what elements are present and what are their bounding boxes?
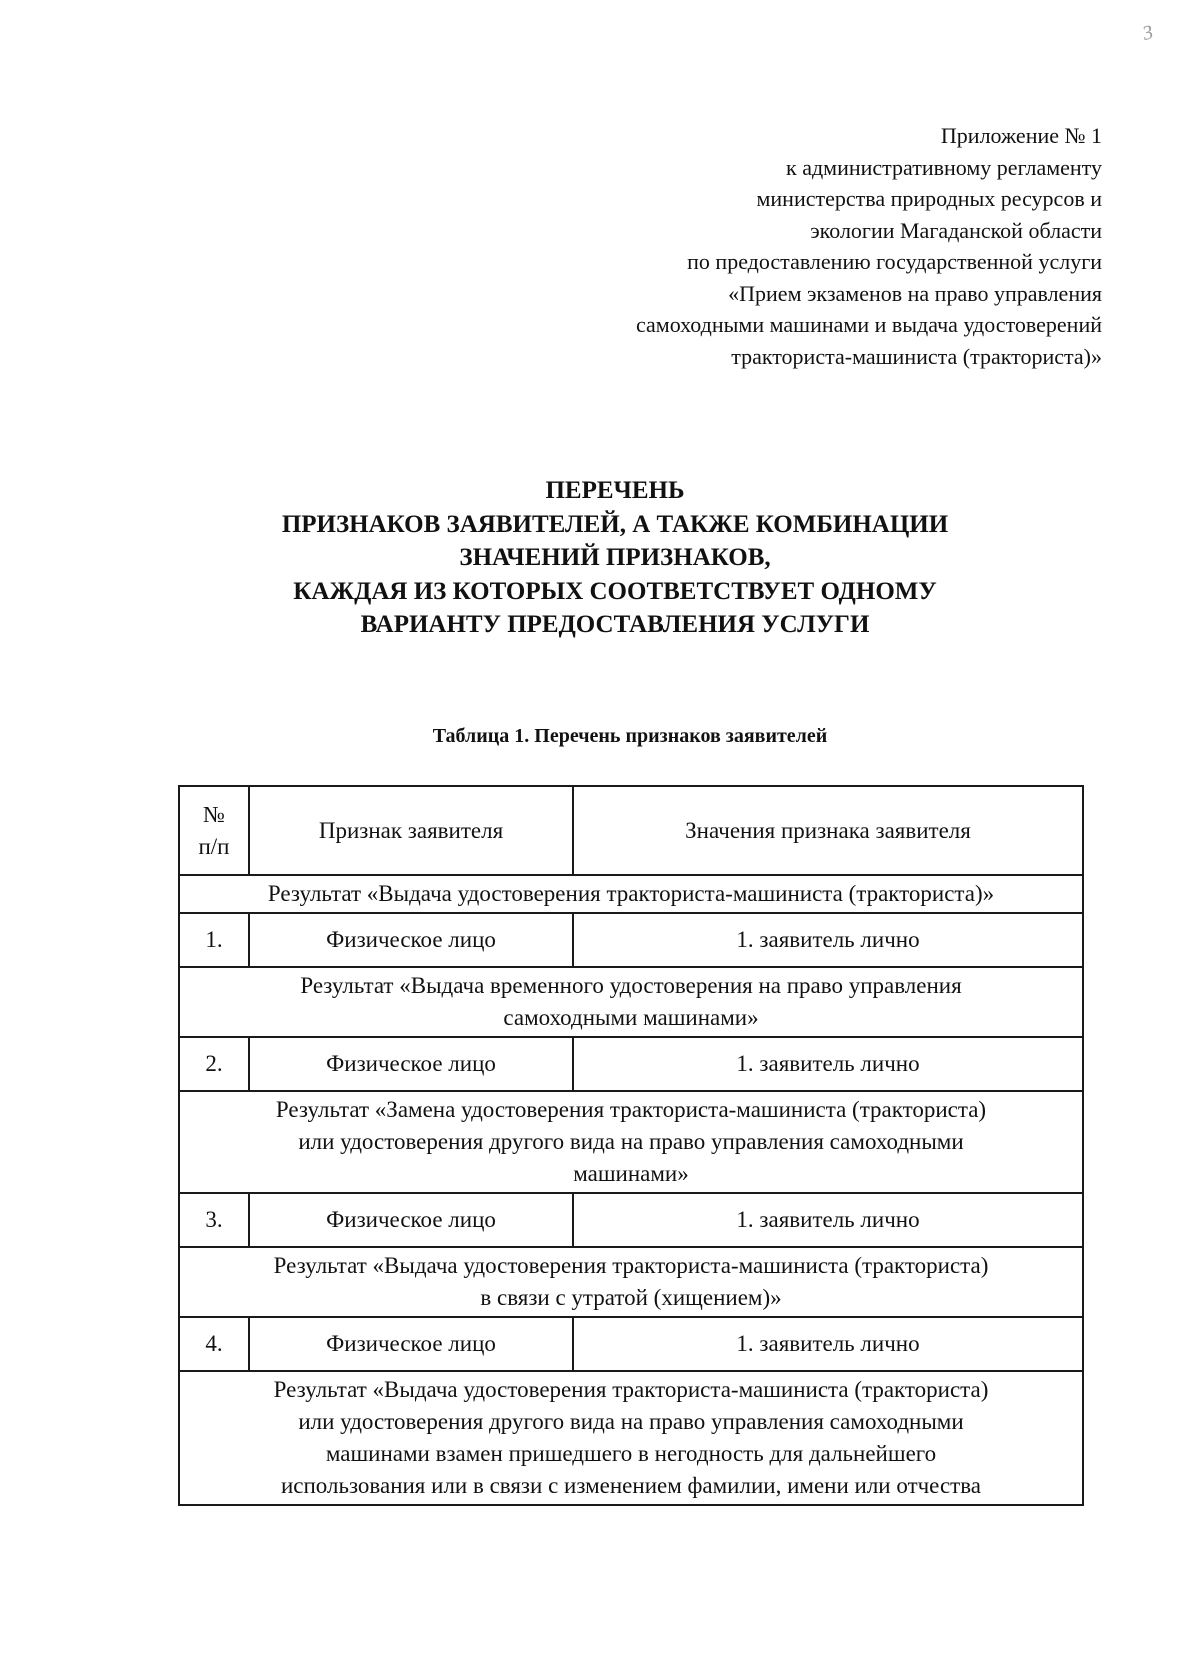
result-line: Результат «Выдача удостоверения тракториста-машиниста (тракториста)» xyxy=(267,881,995,906)
table-row xyxy=(179,1317,1083,1371)
result-cell xyxy=(179,1091,1083,1193)
result-line: или удостоверения другого вида на право управления самоходными xyxy=(298,1129,964,1154)
result-cell xyxy=(179,1247,1083,1317)
table-row xyxy=(179,913,1083,967)
result-line: использования или в связи с изменением фамилии, имени или отчества xyxy=(280,1473,981,1498)
appendix-line: тракториста-машиниста (тракториста)» xyxy=(731,343,1102,369)
table-caption: Таблица 1. Перечень признаков заявителей xyxy=(432,725,828,747)
result-row xyxy=(179,1247,1083,1317)
row-sign: Физическое лицо xyxy=(249,1193,573,1247)
result-line: машинами взамен пришедшего в негодность для дальнейшего xyxy=(325,1441,937,1466)
result-line: или удостоверения другого вида на право управления самоходными xyxy=(298,1409,964,1434)
row-sign: Физическое лицо xyxy=(249,913,573,967)
appendix-header xyxy=(636,120,1102,372)
row-value: 1. заявитель лично xyxy=(573,913,1083,967)
row-sign: Физическое лицо xyxy=(249,1037,573,1091)
header-sign: Признак заявителя xyxy=(249,786,573,875)
title-line: ВАРИАНТУ ПРЕДОСТАВЛЕНИЯ УСЛУГИ xyxy=(360,611,870,638)
title-line: ЗНАЧЕНИЙ ПРИЗНАКОВ, xyxy=(459,544,771,571)
result-cell xyxy=(179,967,1083,1037)
header-values: Значения признака заявителя xyxy=(573,786,1083,875)
result-row xyxy=(179,875,1083,913)
title-line: ПРИЗНАКОВ ЗАЯВИТЕЛЕЙ, А ТАКЖЕ КОМБИНАЦИИ xyxy=(281,510,949,538)
result-row xyxy=(179,967,1083,1037)
result-line: Результат «Выдача удостоверения тракториста-машиниста (тракториста) xyxy=(273,1377,989,1402)
result-line: Результат «Выдача удостоверения тракториста-машиниста (тракториста) xyxy=(273,1253,989,1278)
row-number: 3. xyxy=(179,1193,249,1247)
title-line: ПЕРЕЧЕНЬ xyxy=(545,477,685,504)
table-row xyxy=(179,1193,1083,1247)
result-line: Результат «Выдача временного удостоверения на право управления xyxy=(300,973,962,998)
applicant-signs-table xyxy=(178,785,1084,1506)
scan-mark: 3 xyxy=(1140,21,1156,45)
row-number: 2. xyxy=(179,1037,249,1091)
result-row xyxy=(179,1091,1083,1193)
appendix-line: экологии Магаданской области xyxy=(810,217,1102,243)
appendix-line: министерства природных ресурсов и xyxy=(756,186,1102,211)
row-sign: Физическое лицо xyxy=(249,1317,573,1371)
document-title xyxy=(200,474,1030,642)
result-row xyxy=(179,1371,1083,1505)
row-number: 1. xyxy=(179,913,249,967)
table-row xyxy=(179,1037,1083,1091)
result-line: самоходными машинами» xyxy=(503,1005,759,1030)
row-number: 4. xyxy=(179,1317,249,1371)
header-number-line: № xyxy=(203,801,225,827)
table-header-row xyxy=(179,786,1083,875)
appendix-line: Приложение № 1 xyxy=(940,123,1102,148)
table-body xyxy=(179,786,1083,1505)
result-cell xyxy=(179,875,1083,913)
result-line: в связи с утратой (хищением)» xyxy=(480,1285,782,1310)
result-line: Результат «Замена удостоверения тракториста-машиниста (тракториста) xyxy=(275,1097,987,1122)
row-value: 1. заявитель лично xyxy=(573,1317,1083,1371)
result-cell xyxy=(179,1371,1083,1505)
header-number-line: п/п xyxy=(198,833,230,859)
appendix-line: по предоставлению государственной услуги xyxy=(687,249,1102,274)
appendix-line: «Прием экзаменов на право управления xyxy=(728,280,1102,306)
row-value: 1. заявитель лично xyxy=(573,1037,1083,1091)
header-number xyxy=(179,786,249,875)
row-value: 1. заявитель лично xyxy=(573,1193,1083,1247)
appendix-line: к административному регламенту xyxy=(786,154,1102,180)
appendix-line: самоходными машинами и выдача удостоверений xyxy=(635,312,1102,337)
result-line: машинами» xyxy=(573,1161,689,1186)
title-line: КАЖДАЯ ИЗ КОТОРЫХ СООТВЕТСТВУЕТ ОДНОМУ xyxy=(293,577,937,605)
